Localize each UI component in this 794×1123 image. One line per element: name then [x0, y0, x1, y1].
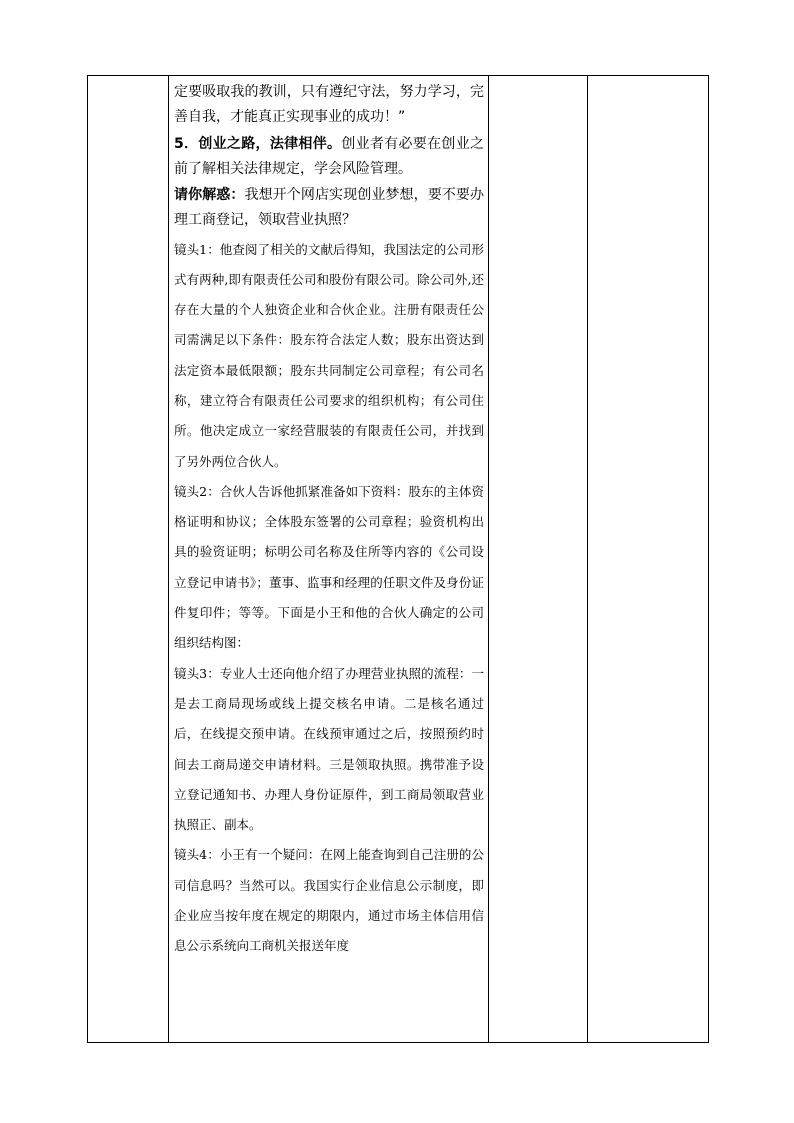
shot-4-paragraph: 镜头4：小王有一个疑问：在网上能查询到自己注册的公司信息吗？当然可以。我国实行企业信息公示制度，即企业应当按年度在规定的期限内，通过市场主体信用信息公示系统向工商机关报送年度 — [174, 847, 484, 954]
content-body — [169, 76, 488, 962]
content-cell — [169, 76, 489, 1043]
section-heading: 5．创业之路，法律相伴。 — [174, 135, 342, 152]
shot-3-paragraph: 镜头3：专业人士还向他介绍了办理营业执照的流程：一是去工商局现场或线上提交核名申请。二是核名通过后，在线提交预申请。在线预审通过之后，按照预约时间去工商局递交申请材料。三是领取执照。携带准予设立登记通知书、办理人身份证原件，到工商局领取营业执照正、副本。 — [174, 665, 484, 833]
table-row — [88, 76, 709, 1043]
question-label: 请你解惑： — [174, 187, 245, 203]
left-column-cell — [88, 76, 169, 1043]
right-column-cell — [588, 76, 709, 1043]
shot-2-paragraph: 镜头2：合伙人告诉他抓紧准备如下资料：股东的主体资格证明和协议；全体股东签署的公司章程；验资机构出具的验资证明；标明公司名称及住所等内容的《公司设立登记申请书》；董事、监事和经理的任职文件及身份证件复印件；等等。下面是小王和他的合伙人确定的公司组织结构图： — [174, 483, 484, 651]
shot-1-paragraph: 镜头1：他查阅了相关的文献后得知，我国法定的公司形式有两种,即有限责任公司和股份有限公司。除公司外,还存在大量的个人独资企业和合伙企业。注册有限责任公司需满足以下条件：股东符合法定人数；股东出资达到法定资本最低限额；股东共同制定公司章程；有公司名称，建立符合有限责任公司要求的组织机构；有公司住所。他决定成立一家经营服装的有限责任公司，并找到了另外两位合伙人。 — [174, 241, 484, 469]
section-text: 创业者有必要在创业之前了解相关法律规定，学会风险管理。 — [174, 135, 484, 177]
paragraph-lesson: 定要吸取我的教训，只有遵纪守法，努力学习，完善自我，才能真正实现事业的成功！” — [174, 84, 484, 125]
third-column-cell — [489, 76, 588, 1043]
paragraph-question — [174, 183, 484, 233]
paragraph-section-5 — [174, 132, 484, 182]
lesson-table — [87, 75, 709, 1043]
question-text: 我想开个网店实现创业梦想，要不要办理工商登记，领取营业执照？ — [174, 187, 485, 228]
